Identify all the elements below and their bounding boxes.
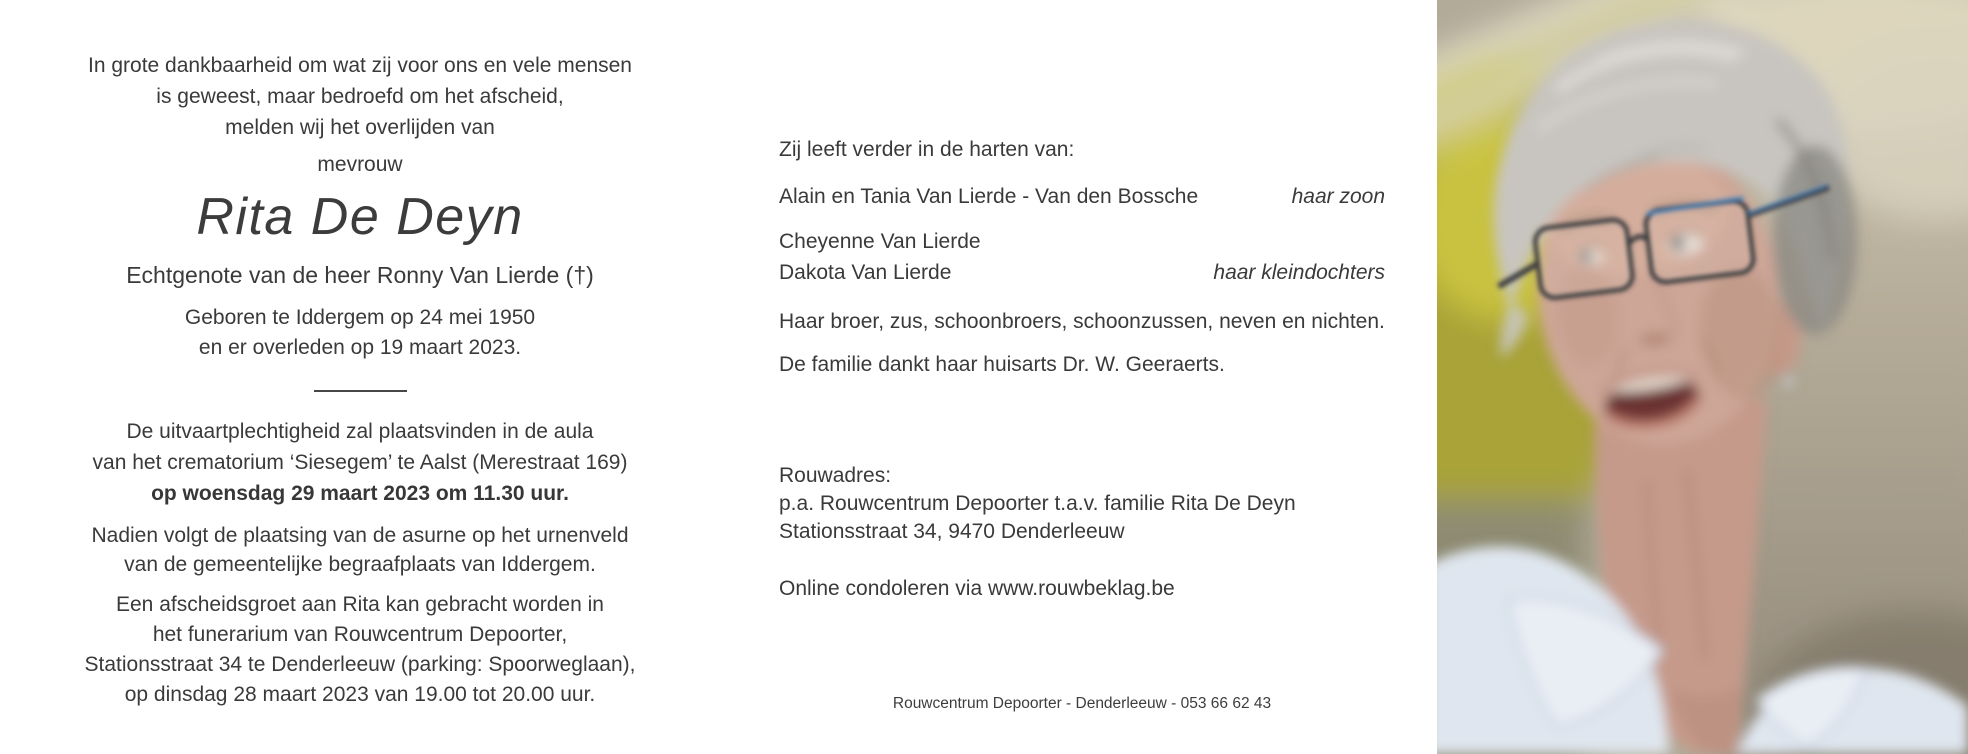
granddaughter-name: Cheyenne Van Lierde: [779, 230, 981, 253]
honorific: mevrouw: [317, 153, 403, 176]
farewell-line: Stationsstraat 34 te Denderleeuw (parking: Spoorweglaan),: [84, 653, 636, 676]
granddaughter-name: Dakota Van Lierde: [779, 261, 952, 284]
ceremony-line: De uitvaartplechtigheid zal plaatsvinden in de aula: [126, 420, 594, 443]
granddaughters-row: [779, 226, 1385, 288]
intro-line: is geweest, maar bedroefd om het afscheid,: [156, 85, 564, 108]
urn-line: Nadien volgt de plaatsing van de asurne op het urnenveld: [91, 524, 629, 547]
farewell-line: Een afscheidsgroet aan Rita kan gebracht worden in: [116, 593, 604, 616]
family-intro: Zij leeft verder in de harten van:: [779, 138, 1075, 161]
mourning-address-block: [779, 462, 1385, 546]
relatives-line: Haar broer, zus, schoonbroers, schoonzussen, neven en nichten.: [779, 310, 1385, 333]
mourning-address-line: Stationsstraat 34, 9470 Denderleeuw: [779, 520, 1125, 543]
mourning-address-line: p.a. Rouwcentrum Depoorter t.a.v. familie Rita De Deyn: [779, 492, 1296, 515]
son-row: [779, 181, 1385, 212]
death-line: en er overleden op 19 maart 2023.: [198, 336, 522, 359]
intro-line: melden wij het overlijden van: [225, 116, 495, 139]
intro-paragraph: [80, 50, 640, 143]
mourning-address-label: Rouwadres:: [779, 464, 892, 487]
birth-death-paragraph: [80, 303, 640, 363]
intro-line: In grote dankbaarheid om wat zij voor ons en vele mensen: [88, 54, 632, 77]
funeral-home-footer: Rouwcentrum Depoorter - Denderleeuw - 053 66 62 43: [892, 695, 1272, 712]
farewell-line: op dinsdag 28 maart 2023 van 19.00 tot 20.00 uur.: [124, 683, 596, 706]
ceremony-paragraph: [80, 416, 640, 509]
granddaughters-relation-label: haar kleindochters: [1213, 261, 1385, 284]
urn-paragraph: [80, 521, 640, 579]
farewell-line: het funerarium van Rouwcentrum Depoorter,: [152, 623, 568, 646]
urn-line: van de gemeentelijke begraafplaats van Iddergem.: [124, 553, 596, 576]
divider-rule: [314, 390, 407, 392]
divider-line: [80, 388, 640, 392]
earring: [1783, 376, 1794, 387]
ceremony-line: van het crematorium ‘Siesegem’ te Aalst (Merestraat 169): [92, 451, 628, 474]
doctor-thanks-line: De familie dankt haar huisarts Dr. W. Geeraerts.: [779, 353, 1225, 376]
online-condolence-line: Online condoleren via www.rouwbeklag.be: [779, 577, 1175, 600]
son-names: Alain en Tania Van Lierde - Van den Bossche: [779, 185, 1199, 208]
spouse-line: Echtgenote van de heer Ronny Van Lierde (†): [126, 262, 594, 288]
farewell-paragraph: [80, 590, 640, 710]
deceased-name: Rita De Deyn: [196, 188, 524, 246]
birth-line: Geboren te Iddergem op 24 mei 1950: [184, 306, 536, 329]
portrait-photo: [1437, 0, 1968, 754]
ceremony-datetime: op woensdag 29 maart 2023 om 11.30 uur.: [151, 482, 569, 505]
son-relation-label: haar zoon: [1291, 185, 1385, 208]
